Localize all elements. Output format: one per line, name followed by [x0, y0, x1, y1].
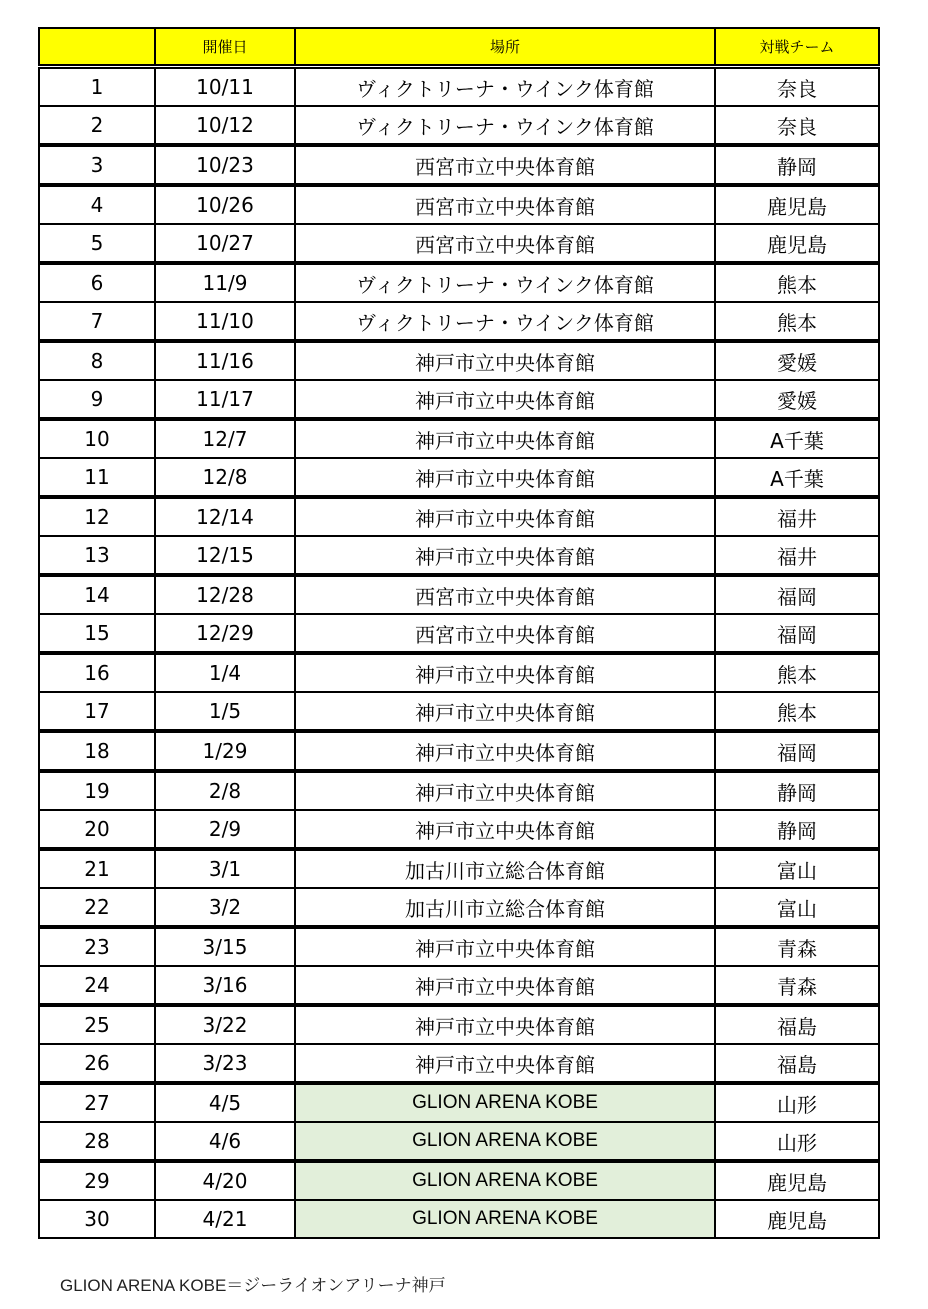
cell-opponent: 青森 [715, 966, 879, 1005]
cell-number: 10 [39, 419, 155, 458]
cell-venue: 加古川市立総合体育館 [295, 849, 715, 888]
cell-number: 2 [39, 106, 155, 145]
table-row [39, 263, 879, 302]
cell-opponent: 熊本 [715, 302, 879, 341]
cell-date: 10/27 [155, 224, 295, 263]
cell-venue: ヴィクトリーナ・ウインク体育館 [295, 302, 715, 341]
cell-venue: 神戸市立中央体育館 [295, 810, 715, 849]
cell-number: 29 [39, 1161, 155, 1200]
cell-date: 12/14 [155, 497, 295, 536]
table-row [39, 810, 879, 849]
cell-date: 11/17 [155, 380, 295, 419]
cell-opponent: 静岡 [715, 771, 879, 810]
header-opponent: 対戦チーム [715, 28, 879, 67]
cell-number: 20 [39, 810, 155, 849]
cell-date: 3/1 [155, 849, 295, 888]
cell-venue: 西宮市立中央体育館 [295, 575, 715, 614]
table-row [39, 966, 879, 1005]
cell-venue: 神戸市立中央体育館 [295, 1005, 715, 1044]
header-no [39, 28, 155, 67]
cell-venue: 神戸市立中央体育館 [295, 341, 715, 380]
cell-opponent: 福井 [715, 497, 879, 536]
table-row [39, 1005, 879, 1044]
cell-opponent: 富山 [715, 849, 879, 888]
table-row [39, 653, 879, 692]
cell-date: 4/6 [155, 1122, 295, 1161]
cell-date: 2/8 [155, 771, 295, 810]
cell-date: 12/15 [155, 536, 295, 575]
table-row [39, 575, 879, 614]
header-date: 開催日 [155, 28, 295, 67]
cell-date: 3/2 [155, 888, 295, 927]
cell-number: 22 [39, 888, 155, 927]
cell-opponent: 鹿児島 [715, 224, 879, 263]
cell-opponent: 静岡 [715, 145, 879, 185]
cell-opponent: 愛媛 [715, 380, 879, 419]
cell-venue: 神戸市立中央体育館 [295, 927, 715, 966]
cell-number: 12 [39, 497, 155, 536]
cell-venue: 神戸市立中央体育館 [295, 419, 715, 458]
cell-opponent: A千葉 [715, 419, 879, 458]
table-row [39, 67, 879, 107]
cell-number: 16 [39, 653, 155, 692]
cell-number: 18 [39, 731, 155, 771]
table-row [39, 614, 879, 653]
cell-date: 3/15 [155, 927, 295, 966]
table-row [39, 536, 879, 575]
cell-number: 4 [39, 185, 155, 224]
cell-date: 10/12 [155, 106, 295, 145]
table-row [39, 185, 879, 224]
cell-number: 21 [39, 849, 155, 888]
table-row [39, 145, 879, 185]
cell-venue: 西宮市立中央体育館 [295, 224, 715, 263]
table-row [39, 1083, 879, 1122]
cell-date: 3/23 [155, 1044, 295, 1083]
cell-number: 24 [39, 966, 155, 1005]
cell-number: 19 [39, 771, 155, 810]
cell-number: 8 [39, 341, 155, 380]
cell-number: 6 [39, 263, 155, 302]
header-row [39, 28, 879, 67]
cell-number: 7 [39, 302, 155, 341]
header-venue: 場所 [295, 28, 715, 67]
cell-date: 11/16 [155, 341, 295, 380]
cell-date: 4/20 [155, 1161, 295, 1200]
cell-number: 9 [39, 380, 155, 419]
cell-venue: 神戸市立中央体育館 [295, 731, 715, 771]
cell-number: 28 [39, 1122, 155, 1161]
cell-opponent: 山形 [715, 1122, 879, 1161]
cell-opponent: 熊本 [715, 263, 879, 302]
table-row [39, 849, 879, 888]
cell-date: 4/21 [155, 1200, 295, 1238]
schedule-body [39, 67, 879, 1239]
cell-opponent: 奈良 [715, 67, 879, 107]
table-row [39, 1122, 879, 1161]
cell-number: 23 [39, 927, 155, 966]
cell-opponent: 鹿児島 [715, 1161, 879, 1200]
table-row [39, 692, 879, 731]
cell-opponent: 富山 [715, 888, 879, 927]
cell-date: 12/7 [155, 419, 295, 458]
cell-venue: 西宮市立中央体育館 [295, 614, 715, 653]
schedule-sheet [38, 27, 880, 1239]
cell-opponent: 熊本 [715, 692, 879, 731]
cell-venue: GLION ARENA KOBE [295, 1083, 715, 1122]
table-row [39, 927, 879, 966]
cell-date: 10/11 [155, 67, 295, 107]
cell-number: 27 [39, 1083, 155, 1122]
cell-opponent: 熊本 [715, 653, 879, 692]
cell-date: 10/26 [155, 185, 295, 224]
table-row [39, 419, 879, 458]
table-row [39, 341, 879, 380]
table-row [39, 1200, 879, 1238]
cell-opponent: 愛媛 [715, 341, 879, 380]
cell-venue: GLION ARENA KOBE [295, 1161, 715, 1200]
cell-venue: ヴィクトリーナ・ウインク体育館 [295, 67, 715, 107]
cell-venue: 西宮市立中央体育館 [295, 185, 715, 224]
cell-venue: 神戸市立中央体育館 [295, 536, 715, 575]
cell-date: 2/9 [155, 810, 295, 849]
table-row [39, 106, 879, 145]
table-row [39, 224, 879, 263]
cell-opponent: 福島 [715, 1044, 879, 1083]
table-row [39, 380, 879, 419]
cell-opponent: A千葉 [715, 458, 879, 497]
cell-opponent: 福島 [715, 1005, 879, 1044]
cell-venue: GLION ARENA KOBE [295, 1200, 715, 1238]
cell-date: 12/8 [155, 458, 295, 497]
cell-date: 11/10 [155, 302, 295, 341]
cell-opponent: 福岡 [715, 731, 879, 771]
cell-date: 12/28 [155, 575, 295, 614]
cell-venue: 神戸市立中央体育館 [295, 653, 715, 692]
cell-opponent: 青森 [715, 927, 879, 966]
cell-number: 26 [39, 1044, 155, 1083]
cell-number: 14 [39, 575, 155, 614]
cell-date: 1/29 [155, 731, 295, 771]
cell-number: 11 [39, 458, 155, 497]
table-row [39, 458, 879, 497]
cell-date: 3/22 [155, 1005, 295, 1044]
cell-venue: 西宮市立中央体育館 [295, 145, 715, 185]
cell-opponent: 鹿児島 [715, 185, 879, 224]
cell-venue: 神戸市立中央体育館 [295, 692, 715, 731]
cell-date: 3/16 [155, 966, 295, 1005]
cell-number: 13 [39, 536, 155, 575]
cell-venue: 神戸市立中央体育館 [295, 966, 715, 1005]
cell-number: 25 [39, 1005, 155, 1044]
table-row [39, 888, 879, 927]
cell-opponent: 奈良 [715, 106, 879, 145]
cell-opponent: 福岡 [715, 575, 879, 614]
cell-number: 3 [39, 145, 155, 185]
cell-date: 1/5 [155, 692, 295, 731]
cell-date: 1/4 [155, 653, 295, 692]
footnote: GLION ARENA KOBE＝ジーライオンアリーナ神戸 [60, 1276, 446, 1295]
table-row [39, 1044, 879, 1083]
table-row [39, 302, 879, 341]
cell-number: 1 [39, 67, 155, 107]
cell-number: 17 [39, 692, 155, 731]
cell-opponent: 山形 [715, 1083, 879, 1122]
cell-venue: 神戸市立中央体育館 [295, 497, 715, 536]
cell-venue: ヴィクトリーナ・ウインク体育館 [295, 106, 715, 145]
cell-date: 4/5 [155, 1083, 295, 1122]
cell-venue: ヴィクトリーナ・ウインク体育館 [295, 263, 715, 302]
schedule-table [38, 27, 880, 1239]
cell-opponent: 福井 [715, 536, 879, 575]
cell-venue: 神戸市立中央体育館 [295, 771, 715, 810]
cell-opponent: 鹿児島 [715, 1200, 879, 1238]
cell-venue: 神戸市立中央体育館 [295, 1044, 715, 1083]
cell-venue: GLION ARENA KOBE [295, 1122, 715, 1161]
cell-venue: 神戸市立中央体育館 [295, 458, 715, 497]
table-row [39, 771, 879, 810]
cell-date: 12/29 [155, 614, 295, 653]
table-row [39, 731, 879, 771]
cell-date: 10/23 [155, 145, 295, 185]
cell-number: 15 [39, 614, 155, 653]
cell-opponent: 福岡 [715, 614, 879, 653]
cell-number: 5 [39, 224, 155, 263]
cell-opponent: 静岡 [715, 810, 879, 849]
cell-date: 11/9 [155, 263, 295, 302]
cell-venue: 加古川市立総合体育館 [295, 888, 715, 927]
cell-number: 30 [39, 1200, 155, 1238]
table-row [39, 497, 879, 536]
cell-venue: 神戸市立中央体育館 [295, 380, 715, 419]
table-row [39, 1161, 879, 1200]
